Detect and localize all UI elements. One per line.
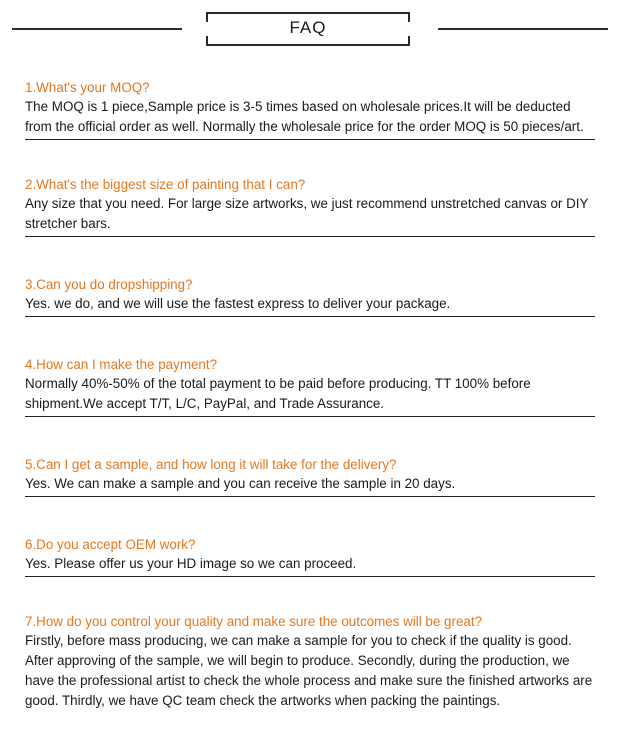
faq-question: 7.How do you control your quality and make sure the outcomes will be great? [25, 614, 483, 629]
faq-question: 4.How can I make the payment? [25, 357, 218, 372]
faq-question: 1.What's your MOQ? [25, 80, 150, 95]
faq-item-dropshipping [25, 275, 595, 317]
faq-answer: Any size that you need. For large size artworks, we just recommend unstretched canvas or DIY stretcher bars. [25, 196, 589, 231]
faq-item-moq [25, 78, 595, 140]
faq-item-quality [25, 612, 595, 713]
faq-header [0, 0, 628, 60]
faq-item-sample [25, 455, 595, 497]
faq-answer: Yes. Please offer us your HD image so we can proceed. [25, 556, 357, 571]
faq-answer: Normally 40%-50% of the total payment to be paid before producing. TT 100% before shipment.We accept T/T, L/C, PayPal, and Trade Assurance. [25, 376, 531, 411]
faq-question: 5.Can I get a sample, and how long it will take for the delivery? [25, 457, 397, 472]
faq-question: 6.Do you accept OEM work? [25, 537, 196, 552]
faq-answer: Firstly, before mass producing, we can make a sample for you to check if the quality is good. After approving of the sample, we will begin to produce. Secondly, during the production, we have the professional artist to check the whole process and make sure the finished artworks are good. Thirdly, we have QC team check the artworks when packing the paintings. [25, 633, 593, 708]
faq-list [25, 78, 595, 713]
faq-item-size [25, 175, 595, 237]
faq-answer: Yes. We can make a sample and you can receive the sample in 20 days. [25, 476, 456, 491]
faq-question: 2.What's the biggest size of painting that I can? [25, 177, 306, 192]
faq-item-payment [25, 355, 595, 417]
faq-answer: Yes. we do, and we will use the fastest express to deliver your package. [25, 296, 451, 311]
header-rule-right [438, 28, 608, 30]
faq-item-oem [25, 535, 595, 577]
page-title: FAQ [289, 18, 327, 37]
faq-question: 3.Can you do dropshipping? [25, 277, 193, 292]
header-rule-left [12, 28, 182, 30]
faq-answer: The MOQ is 1 piece,Sample price is 3-5 times based on wholesale prices.It will be deducted from the official order as well. Normally the wholesale price for the order MOQ is 50 pieces/art. [25, 99, 584, 134]
title-frame [206, 12, 410, 46]
title-bracket-bottom [206, 36, 410, 46]
